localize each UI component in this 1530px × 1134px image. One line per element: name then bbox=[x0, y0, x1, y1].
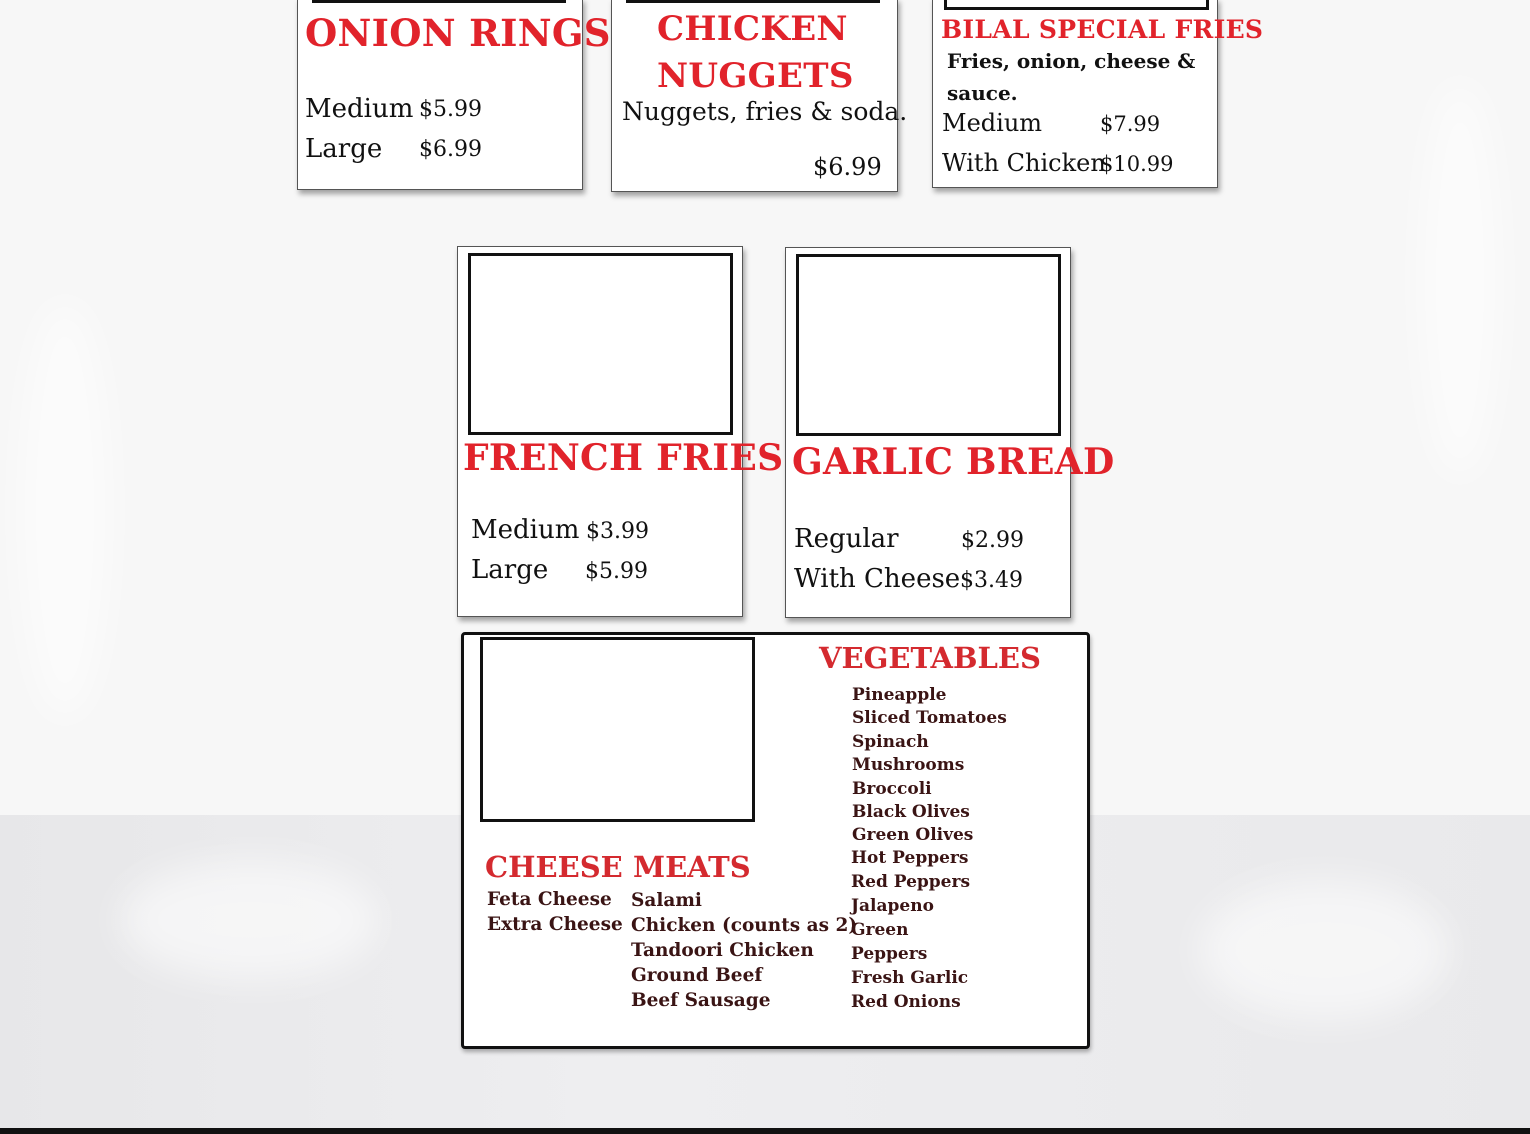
list-item: Spinach bbox=[852, 731, 929, 752]
bilal-special-description: Fries, onion, cheese & sauce. bbox=[947, 49, 1196, 105]
list-item: Black Olives bbox=[852, 802, 970, 823]
french-fries-large-price: $5.99 bbox=[585, 559, 648, 584]
chicken-nuggets-description: Nuggets, fries & soda. bbox=[622, 97, 908, 126]
list-item: Broccoli bbox=[852, 778, 932, 799]
french-fries-title: FRENCH FRIES bbox=[463, 437, 784, 479]
list-item: Chicken (counts as 2) bbox=[631, 915, 858, 936]
list-item: Red Onions bbox=[851, 992, 961, 1012]
french-fries-medium-label: Medium bbox=[471, 515, 580, 545]
list-item: Tandoori Chicken bbox=[631, 940, 814, 961]
list-item: Green bbox=[851, 920, 909, 940]
background-streak bbox=[120, 860, 380, 980]
cheese-list bbox=[487, 887, 623, 937]
french-fries-card bbox=[457, 246, 784, 617]
list-item: Ground Beef bbox=[631, 965, 763, 986]
list-item: Hot Peppers bbox=[851, 848, 969, 868]
garlic-bread-cheese-label: With Cheese bbox=[794, 564, 961, 594]
chicken-nuggets-image-frame-edge bbox=[626, 0, 880, 3]
list-item: Jalapeno bbox=[851, 896, 934, 916]
bilal-special-medium-label: Medium bbox=[942, 109, 1043, 137]
list-item: Green Olives bbox=[852, 825, 974, 846]
garlic-bread-regular-price: $2.99 bbox=[961, 528, 1024, 553]
vegetables-list-lower bbox=[851, 846, 970, 1014]
garlic-bread-cheese-price: $3.49 bbox=[960, 568, 1023, 593]
french-fries-image-frame bbox=[468, 253, 733, 435]
chicken-nuggets-card bbox=[611, 0, 908, 192]
footer-bar bbox=[0, 1128, 1530, 1134]
onion-rings-card bbox=[297, 0, 611, 190]
onion-rings-image-frame-edge bbox=[312, 0, 566, 3]
french-fries-medium-price: $3.99 bbox=[586, 519, 649, 544]
bilal-special-medium-price: $7.99 bbox=[1100, 112, 1161, 136]
garlic-bread-card bbox=[785, 247, 1115, 618]
list-item: Salami bbox=[631, 890, 702, 911]
meats-heading: MEATS bbox=[633, 850, 751, 884]
bilal-special-title: BILAL SPECIAL FRIES bbox=[941, 15, 1264, 44]
list-item: Peppers bbox=[851, 944, 928, 964]
onion-rings-large-label: Large bbox=[305, 134, 383, 164]
cheese-heading: CHEESE bbox=[485, 850, 623, 884]
garlic-bread-regular-label: Regular bbox=[794, 524, 899, 554]
onion-rings-medium-label: Medium bbox=[305, 94, 414, 124]
french-fries-large-label: Large bbox=[471, 555, 549, 585]
list-item: Extra Cheese bbox=[487, 914, 623, 935]
list-item: Red Peppers bbox=[851, 872, 971, 892]
garlic-bread-title: GARLIC BREAD bbox=[792, 441, 1115, 483]
bilal-special-image-frame bbox=[944, 0, 1209, 10]
list-item: Feta Cheese bbox=[487, 889, 612, 910]
list-item: Beef Sausage bbox=[631, 990, 771, 1011]
list-item: Mushrooms bbox=[852, 755, 965, 776]
vegetables-list-upper bbox=[852, 684, 1007, 848]
garlic-bread-image-frame bbox=[796, 254, 1061, 436]
toppings-image-frame bbox=[480, 637, 755, 822]
vegetables-heading: VEGETABLES bbox=[819, 641, 1041, 675]
toppings-panel bbox=[461, 632, 1090, 1049]
list-item: Pineapple bbox=[852, 685, 947, 705]
bilal-special-chicken-label: With Chicken bbox=[942, 149, 1106, 177]
bilal-special-fries-card bbox=[932, 0, 1264, 188]
chicken-nuggets-title-line1: CHICKEN bbox=[657, 9, 848, 49]
onion-rings-medium-price: $5.99 bbox=[419, 97, 482, 122]
chicken-nuggets-title-line2: NUGGETS bbox=[657, 56, 854, 96]
onion-rings-title: ONION RINGS bbox=[305, 11, 611, 55]
list-item: Sliced Tomatoes bbox=[852, 708, 1007, 729]
background-streak bbox=[20, 300, 110, 720]
background-streak bbox=[1420, 80, 1500, 480]
list-item: Fresh Garlic bbox=[851, 968, 969, 988]
chicken-nuggets-price: $6.99 bbox=[813, 153, 882, 181]
background-streak bbox=[1200, 880, 1450, 1020]
onion-rings-large-price: $6.99 bbox=[419, 137, 482, 162]
bilal-special-chicken-price: $10.99 bbox=[1100, 152, 1174, 176]
meats-list bbox=[631, 888, 857, 1013]
